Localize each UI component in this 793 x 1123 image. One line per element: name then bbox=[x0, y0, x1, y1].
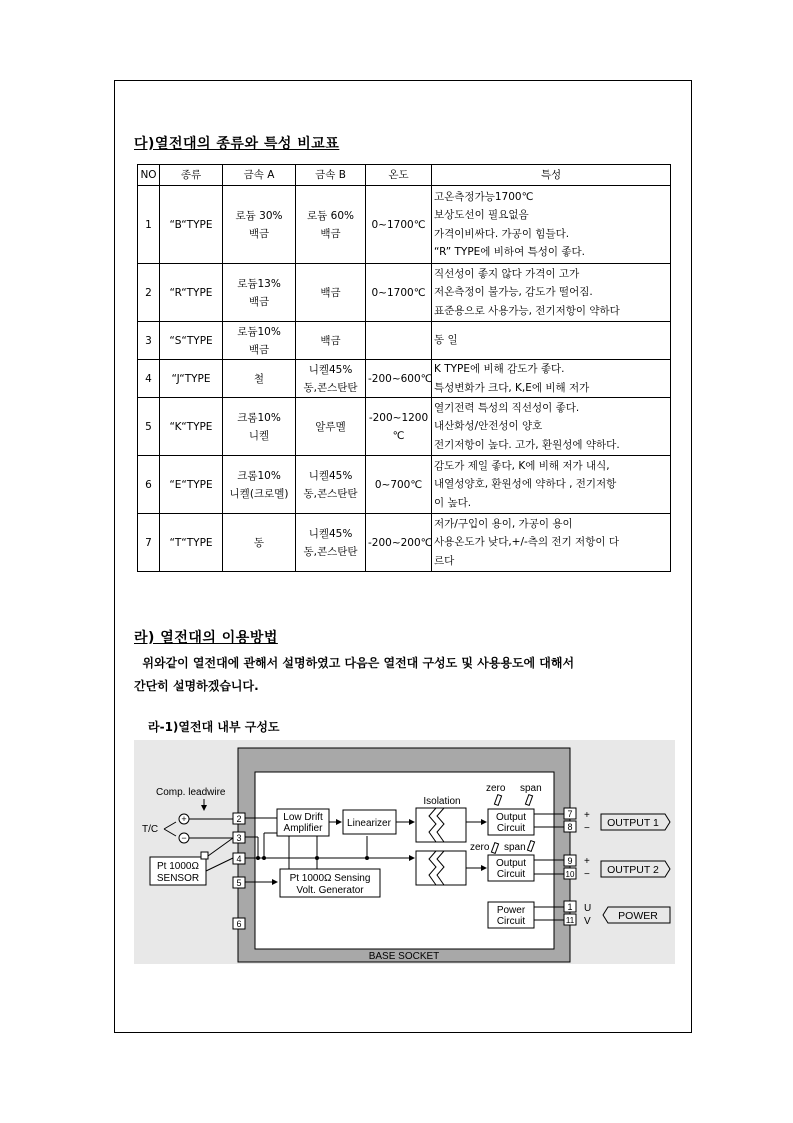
wire bbox=[206, 858, 233, 871]
cell-metal-b-line: 동,콘스탄탄 bbox=[303, 545, 358, 558]
cell-metal-a-line: 백금 bbox=[248, 227, 270, 240]
svg-text:8: 8 bbox=[567, 822, 573, 832]
amp-label: Low Drift bbox=[283, 812, 323, 823]
amp-label: Amplifier bbox=[283, 823, 323, 834]
output2-tag bbox=[601, 861, 670, 877]
tc-label: T/C bbox=[142, 824, 159, 835]
cell-type: “K“TYPE bbox=[160, 398, 223, 456]
span-label: span bbox=[504, 842, 526, 853]
cell-no: 6 bbox=[138, 456, 160, 514]
cell-metal-b-line: 백금 bbox=[320, 334, 341, 347]
cell-features-line: 르다 bbox=[434, 554, 455, 567]
generator-label: Volt. Generator bbox=[296, 885, 364, 896]
cell-metal-a-line: 로듐10% bbox=[237, 325, 281, 338]
cell-metal-b bbox=[296, 398, 366, 456]
u-label: U bbox=[584, 903, 592, 914]
terminal-9 bbox=[564, 855, 576, 866]
svg-text:3: 3 bbox=[236, 833, 242, 843]
cell-temp bbox=[366, 360, 432, 398]
cell-no: 2 bbox=[138, 264, 160, 322]
cell-features-line: 열기전력 특성의 직선성이 좋다. bbox=[434, 401, 580, 414]
cell-temp bbox=[366, 514, 432, 572]
cell-metal-b-line: 니켈45% bbox=[308, 527, 353, 540]
cell-metal-a bbox=[223, 186, 296, 264]
plus-sign: + bbox=[584, 810, 590, 821]
table-row bbox=[138, 186, 671, 264]
minus-sign: − bbox=[584, 869, 590, 880]
cell-features-line: 저온측정이 불가능, 감도가 떨어짐. bbox=[434, 286, 593, 299]
cell-metal-a-line: 동 bbox=[253, 536, 265, 549]
linearizer-label: Linearizer bbox=[347, 818, 391, 829]
table-row bbox=[138, 322, 671, 360]
cell-metal-b-line: 백금 bbox=[320, 286, 341, 299]
wire bbox=[208, 838, 233, 856]
block-diagram-svg bbox=[134, 740, 675, 964]
cell-metal-a-line: 백금 bbox=[248, 343, 270, 356]
svg-text:OUTPUT 1: OUTPUT 1 bbox=[607, 817, 659, 829]
cell-temp-line: 0~1700℃ bbox=[371, 286, 426, 299]
output1-tag bbox=[601, 814, 670, 830]
cell-metal-a-line: 철 bbox=[253, 372, 265, 385]
span-label: span bbox=[520, 783, 542, 794]
cell-features bbox=[432, 186, 671, 264]
terminal-2 bbox=[233, 813, 245, 824]
cell-metal-a-line: 백금 bbox=[248, 295, 270, 308]
svg-text:OUTPUT 2: OUTPUT 2 bbox=[607, 864, 659, 876]
section-title-da: 다)열전대의 종류와 특성 비교표 bbox=[134, 136, 340, 152]
cell-features bbox=[432, 456, 671, 514]
cell-metal-a-line: 니켈(크로멜) bbox=[229, 487, 289, 500]
v-label: V bbox=[584, 916, 591, 927]
thermocouple-comparison-table bbox=[137, 164, 671, 572]
cell-metal-a-line: 크롬10% bbox=[237, 411, 281, 424]
cell-metal-a bbox=[223, 360, 296, 398]
output-circuit-label: Circuit bbox=[496, 823, 526, 834]
svg-text:6: 6 bbox=[236, 919, 242, 929]
cell-features-line: 직선성이 좋지 않다 가격이 고가 bbox=[434, 267, 580, 280]
cell-metal-b bbox=[296, 514, 366, 572]
cell-temp bbox=[366, 398, 432, 456]
svg-text:POWER: POWER bbox=[618, 910, 658, 922]
cell-metal-b bbox=[296, 186, 366, 264]
cell-no: 3 bbox=[138, 322, 160, 360]
cell-metal-b-line: 로듐 60% bbox=[307, 209, 354, 222]
cell-metal-a bbox=[223, 456, 296, 514]
header-cell: 금속 B bbox=[296, 165, 366, 186]
table-row bbox=[138, 398, 671, 456]
cell-features-line: 보상도선이 필요없음 bbox=[434, 209, 529, 221]
cell-metal-a bbox=[223, 264, 296, 322]
cell-temp bbox=[366, 322, 432, 360]
table-row bbox=[138, 264, 671, 322]
generator-label: Pt 1000Ω Sensing bbox=[289, 873, 371, 884]
cell-metal-a-line: 니켈 bbox=[248, 429, 270, 442]
cell-metal-a-line: 크롬10% bbox=[237, 469, 281, 482]
header-cell: 특성 bbox=[432, 165, 671, 186]
header-cell: 온도 bbox=[366, 165, 432, 186]
cell-no: 1 bbox=[138, 186, 160, 264]
terminal-10 bbox=[564, 868, 576, 879]
base-socket-label: BASE SOCKET bbox=[368, 951, 440, 962]
power-tag bbox=[603, 907, 670, 923]
cell-type: “E“TYPE bbox=[160, 456, 223, 514]
cell-features-line: “R” TYPE에 비하여 특성이 좋다. bbox=[434, 246, 585, 258]
cell-temp bbox=[366, 186, 432, 264]
svg-text:11: 11 bbox=[565, 916, 575, 925]
cell-metal-a-line: 로듐13% bbox=[237, 277, 281, 290]
cell-temp-line: -200~200℃ bbox=[368, 536, 433, 549]
cell-type: “J“TYPE bbox=[160, 360, 223, 398]
svg-text:1: 1 bbox=[567, 902, 573, 912]
intro-paragraph bbox=[134, 652, 674, 698]
terminal-4 bbox=[233, 853, 245, 864]
comp-leadwire-label: Comp. leadwire bbox=[156, 787, 226, 798]
terminal-5 bbox=[233, 877, 245, 888]
cell-metal-b bbox=[296, 360, 366, 398]
cell-temp-line: -200~600℃ bbox=[368, 372, 433, 385]
power-circuit-label: Circuit bbox=[496, 916, 526, 927]
sensor-label: Pt 1000Ω bbox=[157, 861, 199, 872]
svg-text:9: 9 bbox=[567, 856, 573, 866]
table-row bbox=[138, 360, 671, 398]
header-cell: 종류 bbox=[160, 165, 223, 186]
cell-features bbox=[432, 398, 671, 456]
cell-features-line: 감도가 제일 좋다, K에 비해 저가 내식, bbox=[434, 459, 610, 472]
cell-metal-b-line: 니켈45% bbox=[308, 363, 353, 376]
cell-features bbox=[432, 360, 671, 398]
cell-features-line: 표준용으로 사용가능, 전기저항이 약하다 bbox=[434, 304, 620, 317]
cell-metal-a bbox=[223, 398, 296, 456]
terminal-6 bbox=[233, 918, 245, 929]
cell-type: “T“TYPE bbox=[160, 514, 223, 572]
header-cell: 금속 A bbox=[223, 165, 296, 186]
sensor-label: SENSOR bbox=[156, 873, 200, 884]
output-circuit-label: Circuit bbox=[496, 869, 526, 880]
cell-features-line: 내열성양호, 환원성에 약하다 , 전기저항 bbox=[434, 478, 617, 491]
zero-label: zero bbox=[486, 783, 506, 794]
block-diagram bbox=[134, 740, 675, 964]
tc-wire bbox=[164, 829, 176, 836]
terminal-7 bbox=[564, 808, 576, 819]
terminal-1 bbox=[564, 901, 576, 912]
svg-text:4: 4 bbox=[236, 854, 242, 864]
cell-metal-a bbox=[223, 322, 296, 360]
cell-metal-b-line: 니켈45% bbox=[308, 469, 353, 482]
cell-features-line: 가격이비싸다. 가공이 힘들다. bbox=[434, 227, 570, 240]
cell-features-line: 저가/구입이 용이, 가공이 용이 bbox=[434, 517, 573, 530]
tc-wire bbox=[164, 822, 176, 829]
terminal-3 bbox=[233, 832, 245, 843]
cell-features bbox=[432, 264, 671, 322]
cell-temp-line: 0~1700℃ bbox=[371, 218, 426, 231]
paragraph-line: 간단히 설명하겠습니다. bbox=[134, 679, 259, 693]
plus-sign: + bbox=[584, 856, 590, 867]
cell-no: 7 bbox=[138, 514, 160, 572]
section-title-ra: 라) 열전대의 이용방법 bbox=[134, 630, 278, 646]
terminal-11 bbox=[564, 914, 576, 925]
cell-features-line: 이 높다. bbox=[434, 496, 472, 509]
cell-temp-line: 0~700℃ bbox=[374, 478, 423, 491]
cell-features-line: 전기저항이 높다. 고가, 환원성에 약하다. bbox=[434, 438, 620, 451]
table-header-row bbox=[138, 165, 671, 186]
table-row bbox=[138, 514, 671, 572]
tc-plus-sign: + bbox=[181, 814, 187, 824]
cell-metal-b-line: 동,콘스탄탄 bbox=[303, 381, 358, 394]
svg-text:7: 7 bbox=[567, 809, 573, 819]
svg-text:10: 10 bbox=[565, 870, 575, 879]
cell-features-line: 고온측정가능1700℃ bbox=[434, 190, 534, 203]
cell-temp bbox=[366, 264, 432, 322]
cell-no: 4 bbox=[138, 360, 160, 398]
subsection-title: 라-1)열전대 내부 구성도 bbox=[148, 720, 280, 734]
cell-type: “S“TYPE bbox=[160, 322, 223, 360]
cell-type: “R“TYPE bbox=[160, 264, 223, 322]
cell-temp-line: -200~1200 bbox=[368, 411, 429, 424]
cell-features-line: K TYPE에 비해 감도가 좋다. bbox=[434, 363, 565, 375]
cell-metal-b-line: 알루멜 bbox=[315, 420, 346, 433]
table-row bbox=[138, 456, 671, 514]
power-circuit-label: Power bbox=[496, 905, 526, 916]
cell-metal-b bbox=[296, 264, 366, 322]
cell-features bbox=[432, 322, 671, 360]
minus-sign: − bbox=[584, 823, 590, 834]
cell-metal-a-line: 로듐 30% bbox=[235, 209, 283, 222]
cell-no: 5 bbox=[138, 398, 160, 456]
isolation-label: Isolation bbox=[423, 796, 461, 807]
cell-metal-b bbox=[296, 456, 366, 514]
cell-features-line: 내산화성/안전성이 양호 bbox=[434, 420, 543, 433]
cell-temp-line: ℃ bbox=[392, 429, 405, 442]
cell-features-line: 특성변화가 크다, K,E에 비해 저가 bbox=[434, 381, 590, 394]
terminal-8 bbox=[564, 821, 576, 832]
paragraph-line: 위와같이 열전대에 관해서 설명하였고 다음은 열전대 구성도 및 사용용도에 대해서 bbox=[134, 656, 575, 670]
cell-type: “B“TYPE bbox=[160, 186, 223, 264]
sensor-pin bbox=[201, 852, 208, 859]
output-circuit-label: Output bbox=[495, 812, 527, 823]
svg-text:5: 5 bbox=[236, 878, 242, 888]
output-circuit-label: Output bbox=[495, 858, 527, 869]
cell-metal-a bbox=[223, 514, 296, 572]
tc-minus-sign: − bbox=[181, 833, 187, 843]
svg-text:2: 2 bbox=[236, 814, 242, 824]
cell-metal-b bbox=[296, 322, 366, 360]
cell-metal-b-line: 백금 bbox=[320, 227, 341, 240]
cell-features bbox=[432, 514, 671, 572]
zero-label: zero bbox=[470, 842, 490, 853]
cell-temp bbox=[366, 456, 432, 514]
cell-features-line: 동 일 bbox=[434, 334, 458, 347]
cell-metal-b-line: 동,콘스탄탄 bbox=[303, 487, 358, 500]
cell-features-line: 사용온도가 낮다,+/-측의 전기 저항이 다 bbox=[434, 536, 619, 549]
header-cell: NO bbox=[138, 165, 160, 186]
